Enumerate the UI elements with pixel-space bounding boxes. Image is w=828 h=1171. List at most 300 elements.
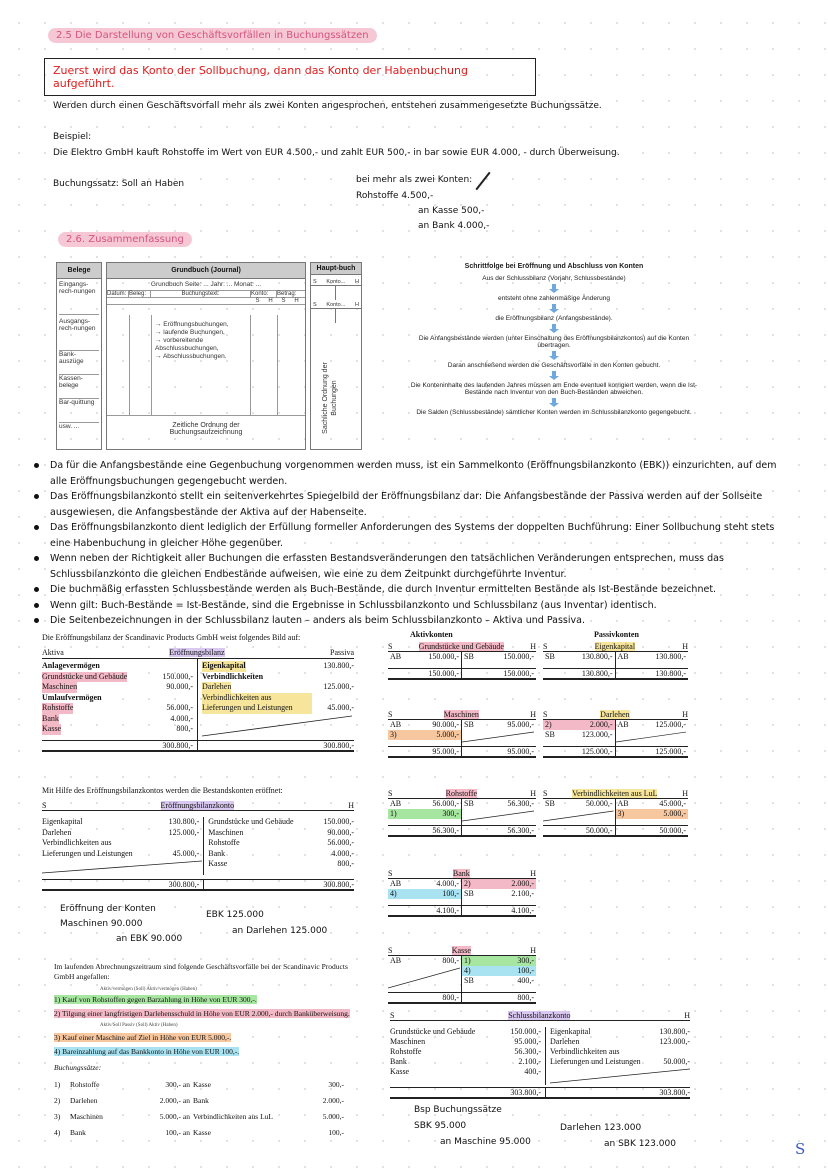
t-row-label: 4) xyxy=(390,889,397,898)
eb-ro: Rohstoffe xyxy=(42,703,74,712)
ebk-right-value: 150.000,- xyxy=(323,817,354,826)
t-title: Eigenkapital xyxy=(594,642,636,651)
t-row-label: 3) xyxy=(390,730,397,739)
eb-gg-value: 150.000,- xyxy=(162,671,193,681)
t-row-value: 400,- xyxy=(517,976,534,985)
t-sum: 56.300,- xyxy=(507,826,534,835)
intro-text: Werden durch einen Geschäftsvorfall mehr als zwei Konten angesprochen, entstehen zusammengesetzte Buchungssätze. xyxy=(53,101,602,111)
t-row-value: 130.800,- xyxy=(581,652,613,661)
t-row-value: 2.000,- xyxy=(589,720,613,729)
t-row xyxy=(388,809,461,819)
t-row-label: SB xyxy=(464,976,474,985)
note-eroeffnung: Eröffnung der Konten xyxy=(60,904,156,914)
flow-step: Die Anfangsbestände werden (unter Einschaltung des Eröffnungsbilanzkontos) auf die Konten übertragen. xyxy=(418,335,690,349)
shsh: S xyxy=(281,298,286,304)
note-an-ebk: an EBK 90.000 xyxy=(116,934,183,944)
grundbuch-column xyxy=(106,262,306,450)
hb-s: S xyxy=(313,302,317,308)
flow-step: Aus der Schlussbilanz (Vorjahr, Schlussbestände) xyxy=(482,275,626,282)
sbk-sum-right: 303.800,- xyxy=(659,1088,690,1097)
t-title: Verbindlichkeiten aus LuL xyxy=(572,789,658,798)
t-h: H xyxy=(682,789,688,798)
ebk-right-label: Rohstoffe xyxy=(208,838,240,847)
t-h: H xyxy=(530,869,536,878)
gb-item: → vorbereitende Abschlussbuchungen, xyxy=(155,337,219,352)
bs-row xyxy=(54,1093,344,1109)
t-row-value: 45.000,- xyxy=(659,799,686,808)
t-account-ma xyxy=(388,710,536,758)
t-sum: 56.300,- xyxy=(388,826,462,835)
t-sum: 800,- xyxy=(388,993,462,1002)
t-row-label: SB xyxy=(464,799,474,808)
t-s: S xyxy=(388,789,393,798)
note-an-darlehen: an Darlehen 125.000 xyxy=(232,926,328,936)
beleg-item: usw. ... xyxy=(59,423,80,430)
t-row-value: 4.000,- xyxy=(436,879,459,888)
t-row-label: 1) xyxy=(390,809,397,818)
col-betrag: Betrag: xyxy=(277,291,297,297)
mehr-line-3: an Bank 4.000,- xyxy=(418,221,490,231)
t-row xyxy=(462,799,536,809)
t-sum: 95.000,- xyxy=(507,747,534,756)
balance-stroke xyxy=(462,730,534,744)
ebk-left-label: Eigenkapital xyxy=(42,817,83,826)
bs-cell: 300,- xyxy=(328,1080,344,1089)
balance-stroke xyxy=(616,730,687,744)
flow-step: Die Konteninhalte des laufenden Jahres müssen am Ende eventuell korrigiert werden, wenn die Ist-Bestände nach Inventur von den Buch-Beständen abweichen. xyxy=(410,382,698,396)
ebk-sum-right: 300.800,- xyxy=(323,880,354,889)
balance-stroke xyxy=(462,809,534,823)
passivkonten-label: Passivkonten xyxy=(594,630,639,639)
flow-step: die Eröffnungsbilanz (Anfangsbestände). xyxy=(495,315,613,322)
t-account-kasse xyxy=(388,946,536,1004)
t-title: Maschinen xyxy=(443,710,479,719)
t-row-label: AB xyxy=(617,652,629,661)
bs-cell: 100,- xyxy=(328,1128,344,1137)
down-arrow-icon xyxy=(549,324,559,333)
hb-h: H xyxy=(355,302,359,308)
t-row-value: 56.000,- xyxy=(432,799,459,808)
t-row xyxy=(388,652,461,662)
bs-cell: 5.000,- an xyxy=(159,1112,190,1121)
bs-row xyxy=(54,1125,344,1141)
note-darlehen: Darlehen 123.000 xyxy=(560,1123,642,1133)
sbk-left-value: 150.000,- xyxy=(510,1027,541,1036)
bullet-item: Wenn gilt: Buch-Bestände = Ist-Bestände, sind die Ergebnisse in Schlussbilanzkonto und Schlussbilanz (aus Inventar) identisch. xyxy=(32,598,792,614)
eb-ma: Maschinen xyxy=(42,682,78,691)
t-row-value: 300,- xyxy=(442,809,459,818)
bs-label: Buchungssätze: xyxy=(54,1063,102,1072)
ebk-left-label: Verbindlichkeiten aus xyxy=(42,838,112,847)
mehr-line-2: an Kasse 500,- xyxy=(418,206,485,216)
t-row-value: 95.000,- xyxy=(507,720,534,729)
down-arrow-icon xyxy=(549,284,559,293)
grundbuch-figure xyxy=(56,262,362,454)
t-h: H xyxy=(682,642,688,651)
note-an-maschine: an Maschine 95.000 xyxy=(440,1137,531,1147)
t-sum: 150.000,- xyxy=(388,669,462,678)
t-row xyxy=(462,976,536,986)
bullet-item: Das Eröffnungsbilanzkonto dient lediglich der Erfüllung formeller Anforderungen des Systems der doppelten Buchführung: Einer Sollbuchung steht stets eine Habenbuchung in gleicher Höhe gegenüber. xyxy=(32,520,792,551)
sbk-right-label: Eigenkapital xyxy=(550,1027,591,1036)
t-s: S xyxy=(388,946,393,955)
t-row-value: 800,- xyxy=(442,956,459,965)
t-row xyxy=(462,966,536,976)
ebk-left-label: Lieferungen und Leistungen xyxy=(42,848,133,858)
t-s: S xyxy=(543,710,548,719)
shsh: S xyxy=(255,298,260,304)
t-title: Grundstücke und Gebäude xyxy=(418,642,504,651)
bs-cell: Kasse xyxy=(193,1080,211,1089)
t-row xyxy=(462,956,536,966)
t-row-label: SB xyxy=(545,730,555,739)
col-beleg: Beleg: xyxy=(129,291,151,297)
t-title: Rohstoffe xyxy=(445,789,478,798)
bs-cell: 100,- an xyxy=(165,1128,190,1137)
ebk-right-value: 90.000,- xyxy=(327,827,354,837)
beleg-item: Bank-auszüge xyxy=(59,351,99,375)
eb-passiva: Passiva xyxy=(330,648,354,657)
gv-annotation: Aktiv/Soll Passiv (Soll) Aktiv (Haben) xyxy=(100,1023,178,1028)
ebk-right-label: Bank xyxy=(208,848,226,858)
t-account-ro xyxy=(388,789,536,837)
ebk-title: Eröffnungsbilanzkonto xyxy=(160,801,235,810)
sachliche-ordnung: Sachliche Ordnung der Buchungen xyxy=(322,362,338,434)
t-row xyxy=(388,889,461,899)
balance-stroke xyxy=(543,809,614,823)
t-row-value: 50.000,- xyxy=(585,799,613,808)
note-an-sbk: an SBK 123.000 xyxy=(604,1139,676,1149)
belege-column xyxy=(56,262,102,450)
eb-ka-value: 800,- xyxy=(176,724,193,733)
ebk-right-value: 56.000,- xyxy=(327,838,354,847)
t-row-label: AB xyxy=(390,879,402,888)
beleg-item: Bar-quittung xyxy=(59,399,99,423)
bs-cell: Bank xyxy=(193,1096,209,1105)
t-row xyxy=(388,730,461,740)
t-row-label: SB xyxy=(545,799,555,808)
hauptbuch-head: Haupt-buch xyxy=(311,263,361,275)
bullet-item: Das Eröffnungsbilanzkonto stellt ein seitenverkehrtes Spiegelbild der Eröffnungsbilanz dar: Die Anfangsbestände der Passiva werden auf der Sollseite ausgewiesen, die Anfangsbestände der Aktiva auf der Habenseite. xyxy=(32,489,792,520)
t-title: Bank xyxy=(452,869,470,878)
t-row-label: AB xyxy=(617,799,629,808)
example-text: Die Elektro GmbH kauft Rohstoffe im Wert von EUR 4.500,- und zahlt EUR 500,- in bar sowie EUR 4.000, - durch Überweisung. xyxy=(53,148,620,158)
t-row-label: 1) xyxy=(464,956,471,965)
ebk-s: S xyxy=(42,801,47,810)
t-h: H xyxy=(530,946,536,955)
t-row-value: 150.000,- xyxy=(428,652,459,661)
t-row-label: SB xyxy=(545,652,555,661)
bs-cell: Kasse xyxy=(193,1128,211,1137)
sbk-right-label: Darlehen xyxy=(550,1037,580,1046)
zeit-ordnung: Zeitliche Ordnung der Buchungsaufzeichnung xyxy=(107,415,305,436)
bs-cell: Rohstoffe xyxy=(70,1080,100,1089)
gv-intro: Im laufenden Abrechnungszeitraum sind folgende Geschäftsvorfälle bei der Scandinavic Products GmbH angefallen: xyxy=(54,962,348,981)
bullet-item: Die Seitenbezeichnungen in der Schlussbilanz lauten – anders als beim Schlussbilanzkonto – Aktiva und Passiva. xyxy=(32,613,792,629)
t-account-gg xyxy=(388,642,536,680)
rule-box: Zuerst wird das Konto der Sollbuchung, dann das Konto der Habenbuchung aufgeführt. xyxy=(44,58,536,96)
t-row xyxy=(616,799,689,809)
beleg-item: Kassen-belege xyxy=(59,375,99,399)
sbk-s: S xyxy=(390,1011,395,1020)
eb-sum-right: 300.800,- xyxy=(323,740,354,750)
ebk-right-label: Grundstücke und Gebäude xyxy=(208,817,294,826)
t-row-label: 2) xyxy=(545,720,552,729)
geschaeftsvorfaelle xyxy=(54,962,364,1141)
sbk-left-value: 56.300,- xyxy=(514,1047,541,1056)
t-row-label: AB xyxy=(390,652,402,661)
t-row-value: 2.000,- xyxy=(511,879,534,888)
t-row-value: 5.000,- xyxy=(436,730,459,739)
t-row-label: SB xyxy=(464,720,474,729)
aktivkonten-label: Aktivkonten xyxy=(410,630,453,639)
sbk-left-value: 95.000,- xyxy=(514,1037,541,1046)
bs-cell: 3) xyxy=(54,1112,61,1121)
sbk-left-value: 400,- xyxy=(524,1067,541,1076)
hb-konto: Konto... xyxy=(326,279,346,285)
t-s: S xyxy=(543,642,548,651)
col-datum: Datum: xyxy=(107,291,129,297)
bullet-item: Die buchmäßig erfassten Schlussbestände werden als Buch-Bestände, die durch Inventur ermittelten Bestände als Ist-Bestände bezeichnet. xyxy=(32,582,792,598)
t-row-label: AB xyxy=(390,720,402,729)
buchungssatz-label: Buchungssatz: Soll an Haben xyxy=(53,179,185,189)
note-ebk: EBK 125.000 xyxy=(206,910,264,920)
summary-bullets xyxy=(32,458,792,629)
t-row-label: AB xyxy=(390,956,402,965)
down-arrow-icon xyxy=(549,304,559,313)
t-row xyxy=(543,799,615,809)
down-arrow-icon xyxy=(549,351,559,360)
eroeffnungsbilanz xyxy=(42,633,354,752)
t-row-label: 3) xyxy=(617,809,625,818)
mehr-title: bei mehr als zwei Konten: xyxy=(356,175,473,185)
eb-aktiva: Aktiva xyxy=(42,648,64,657)
beleg-item: Eingangs-rech-nungen xyxy=(59,281,99,315)
sbk-right-label: Verbindlichkeiten aus xyxy=(550,1047,620,1056)
page-mark: S xyxy=(795,1140,806,1158)
ebk-sum-left: 300.800,- xyxy=(42,880,204,889)
bs-cell: 2.000,- xyxy=(322,1096,344,1105)
note-maschinen: Maschinen 90.000 xyxy=(60,919,143,929)
eb-vll-value: 45.000,- xyxy=(327,703,354,712)
t-h: H xyxy=(682,710,688,719)
t-row xyxy=(388,956,461,966)
t-row xyxy=(543,720,615,730)
bullet-item: Wenn neben der Richtigkeit aller Buchungen die erfassten Bestandsveränderungen den tatsächlichen Veränderungen entsprechen, muss das Schlussbilanzkonto die gleichen Endbestände aufweisen, wie eine zu dem Zeitpunkt durchgeführte Inventur. xyxy=(32,551,792,582)
example-label: Beispiel: xyxy=(53,132,92,142)
t-row xyxy=(388,879,461,889)
t-sum: 50.000,- xyxy=(659,826,686,835)
pen-stroke xyxy=(475,172,490,191)
t-sum: 125.000,- xyxy=(655,747,686,756)
grundbuch-sub: Grundbuch Seite: ... Jahr: ... Monat: ... xyxy=(150,281,262,288)
grundbuch-head: Grundbuch (Journal) xyxy=(107,263,305,279)
eb-sum-left: 300.800,- xyxy=(42,741,198,750)
eb-ro-value: 56.000,- xyxy=(166,703,193,712)
t-row-value: 5.000,- xyxy=(663,809,686,818)
flow-step: Die Salden (Schlussbestände) sämtlicher Konten werden im Schlussbilanzkonto gegengebucht. xyxy=(416,409,692,416)
eb-ba: Bank xyxy=(42,713,59,723)
shsh: H xyxy=(294,298,299,304)
t-sum: 50.000,- xyxy=(543,826,616,835)
t-title: Kasse xyxy=(451,946,471,955)
t-row xyxy=(388,799,461,809)
bs-cell: Verbindlichkeiten aus LuL xyxy=(193,1112,273,1121)
gv-annotation: Aktiv/vermögen (Soll) Aktiv/vermögen (Haben) xyxy=(100,987,197,992)
bs-cell: 2.000,- an xyxy=(159,1096,190,1105)
schrittfolge xyxy=(392,263,716,416)
sbk-left-label: Maschinen xyxy=(390,1037,426,1046)
t-row xyxy=(616,720,689,730)
gv-item: 1) Kauf von Rohstoffen gegen Barzahlung in Höhe von EUR 300,-. xyxy=(54,995,257,1004)
ebk-h: H xyxy=(348,801,354,810)
eb-uv: Umlaufvermögen xyxy=(42,692,102,702)
t-row-value: 300,- xyxy=(517,956,534,965)
section-2-6-title: 2.6. Zusammenfassung xyxy=(58,234,192,245)
sbk-left-label: Kasse xyxy=(390,1067,410,1076)
t-row xyxy=(543,730,615,740)
bs-cell: Bank xyxy=(70,1128,86,1137)
t-row xyxy=(543,652,615,662)
hb-konto: Konto... xyxy=(326,302,346,308)
eb-da: Darlehen xyxy=(202,682,232,691)
t-row-value: 125.000,- xyxy=(655,720,686,729)
bs-cell: 1) xyxy=(54,1080,61,1089)
eb-da-value: 125.000,- xyxy=(323,682,354,691)
eb-title: Eröffnungsbilanz xyxy=(169,648,225,657)
t-row-label: 2) xyxy=(464,879,471,888)
t-h: H xyxy=(530,710,536,719)
gv-item: 4) Bareinzahlung auf das Bankkonto in Höhe von EUR 100,-. xyxy=(54,1047,240,1056)
bullet-item: Da für die Anfangsbestände eine Gegenbuchung vorgenommen werden muss, ist ein Sammelkonto (Eröffnungsbilanzkonto (EBK)) einzurichten, auf dem alle Eröffnungsbuchungen gegengebucht werden. xyxy=(32,458,792,489)
eb-ek: Eigenkapital xyxy=(202,661,246,670)
shsh: H xyxy=(268,298,273,304)
ebk-right-value: 800,- xyxy=(337,859,354,868)
section-2-5-title: 2.5 Die Darstellung von Geschäftsvorfällen in Buchungssätzen xyxy=(48,30,377,41)
hb-h: H xyxy=(355,279,359,285)
t-row-label: AB xyxy=(617,720,629,729)
t-row-value: 100,- xyxy=(442,889,459,898)
t-row xyxy=(462,889,536,899)
bs-cell: 2) xyxy=(54,1096,61,1105)
note-sbk: SBK 95.000 xyxy=(414,1121,467,1131)
eroeffnungsbilanzkonto xyxy=(42,786,354,891)
t-s: S xyxy=(388,869,393,878)
eb-vll: Verbindlichkeiten aus Lieferungen und Leistungen xyxy=(202,693,312,714)
t-title: Darlehen xyxy=(600,710,630,719)
eb-ek-value: 130.800,- xyxy=(323,661,354,670)
t-row xyxy=(462,879,536,889)
down-arrow-icon xyxy=(549,371,559,380)
t-row-value: 150.000,- xyxy=(503,652,534,661)
col-konto: Konto: xyxy=(251,291,277,297)
hauptbuch-column xyxy=(310,262,362,450)
gb-item: → Abschlussbuchungen. xyxy=(155,353,227,360)
sbk-right-label: Lieferungen und Leistungen xyxy=(550,1057,641,1066)
sbk-h: H xyxy=(684,1011,690,1020)
t-s: S xyxy=(543,789,548,798)
t-account-bank xyxy=(388,869,536,917)
t-row-value: 130.800,- xyxy=(655,652,686,661)
belege-head: Belege xyxy=(57,263,101,279)
t-account-ek xyxy=(543,642,688,680)
down-arrow-icon xyxy=(549,398,559,407)
eb-ba-value: 4.000,- xyxy=(170,713,193,723)
ebk-left-value: 45.000,- xyxy=(172,848,200,858)
ebk-intro: Mit Hilfe des Eröffnungsbilanzkontos werden die Bestandskonten eröffnet: xyxy=(42,786,283,795)
t-s: S xyxy=(388,642,393,651)
t-row-label: AB xyxy=(390,799,402,808)
sbk-sum-left: 303.800,- xyxy=(390,1088,546,1097)
sbk-left-label: Bank xyxy=(390,1057,407,1066)
t-sum: 130.800,- xyxy=(655,669,686,678)
flow-step: entsteht ohne zahlenmäßige Änderung xyxy=(497,295,611,302)
bs-row xyxy=(54,1109,344,1125)
bs-cell: Maschinen xyxy=(70,1112,103,1121)
t-row-value: 123.000,- xyxy=(581,730,613,739)
bs-cell: Darlehen xyxy=(70,1096,98,1105)
bs-cell: 300,- an xyxy=(165,1080,190,1089)
t-sum: 130.800,- xyxy=(543,669,616,678)
gv-item: 2) Tilgung einer langfristigen Darlehensschuld in Höhe von EUR 2.000,- durch Banküberweisung. xyxy=(54,1009,350,1018)
eb-ka: Kasse xyxy=(42,724,62,733)
t-sum: 150.000,- xyxy=(503,669,534,678)
t-row-value: 100,- xyxy=(517,966,534,975)
t-s: S xyxy=(388,710,393,719)
gb-item: → laufende Buchungen, xyxy=(155,329,225,336)
t-row xyxy=(388,720,461,730)
t-account-vll xyxy=(543,789,688,837)
bs-row xyxy=(54,1077,344,1093)
sbk-left-label: Grundstücke und Gebäude xyxy=(390,1027,476,1036)
bs-cell: 5.000,- xyxy=(322,1112,344,1121)
t-row-value: 2.100,- xyxy=(511,889,534,898)
ebk-right-label: Maschinen xyxy=(208,827,244,837)
t-row-label: 4) xyxy=(464,966,471,975)
ebk-left-label: Darlehen xyxy=(42,827,72,837)
sbk-right-value: 50.000,- xyxy=(663,1057,690,1066)
sbk-title: Schlussbilanzkonto xyxy=(508,1011,571,1020)
t-row xyxy=(462,720,536,730)
sbk-right-value: 130.800,- xyxy=(659,1027,690,1036)
sbk-left-label: Rohstoffe xyxy=(390,1047,422,1056)
t-row-value: 90.000,- xyxy=(432,720,459,729)
ebk-right-value: 4.000,- xyxy=(331,848,354,858)
eb-ma-value: 90.000,- xyxy=(166,682,193,691)
t-h: H xyxy=(530,789,536,798)
sbk-left-value: 2.100,- xyxy=(518,1057,541,1066)
t-account-da xyxy=(543,710,688,758)
note-bsp: Bsp Buchungssätze xyxy=(414,1105,502,1115)
eb-vb: Verbindlichkeiten xyxy=(202,671,264,681)
col-text: Buchungstext: xyxy=(151,291,251,297)
sbk-right-value: 123.000,- xyxy=(659,1037,690,1046)
t-sum: 125.000,- xyxy=(543,747,616,756)
eb-av: Anlagevermögen xyxy=(42,661,100,670)
t-sum: 95.000,- xyxy=(388,747,462,756)
eb-intro: Die Eröffnungsbilanz der Scandinavic Products GmbH weist folgendes Bild auf: xyxy=(42,633,301,642)
t-row-value: 56.300,- xyxy=(507,799,534,808)
schlussbilanzkonto xyxy=(390,1011,690,1099)
t-row xyxy=(616,652,689,662)
ebk-right-label: Kasse xyxy=(208,859,228,868)
balance-stroke xyxy=(388,966,460,990)
mehr-line-1: Rohstoffe 4.500,- xyxy=(356,191,434,201)
beleg-item: Ausgangs-rech-nungen xyxy=(59,315,99,351)
t-row xyxy=(616,809,689,819)
gb-item: → Eröffnungsbuchungen, xyxy=(155,321,229,328)
gv-item: 3) Kauf einer Maschine auf Ziel in Höhe von EUR 5.000,-. xyxy=(54,1033,232,1042)
